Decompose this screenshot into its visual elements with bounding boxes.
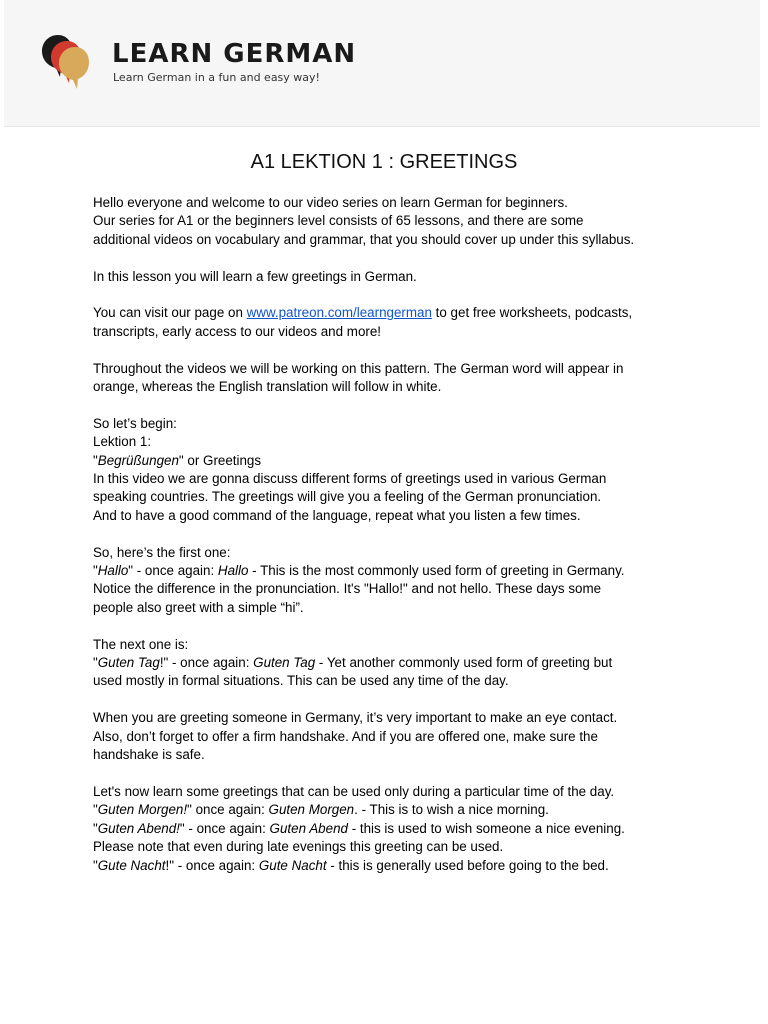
patreon-line-2: transcripts, early access to our videos and more! [93, 323, 382, 339]
document-body [93, 194, 683, 893]
begin-line-2: Lektion 1: [93, 434, 152, 450]
german-flag-speech-bubbles-icon [42, 33, 92, 91]
begin-paragraph [93, 415, 683, 525]
german-word-repeat: Gute Nacht [258, 857, 327, 873]
eye-contact-line-3: handshake is safe. [93, 747, 205, 763]
begin-line-5: speaking countries. The greetings will give you a feeling of the German pronunciation. [93, 489, 602, 505]
guten-tag-line-3: used mostly in formal situations. This can be used any time of the day. [93, 673, 509, 689]
quote-mark: " [93, 452, 98, 468]
explanation-text: - This is the most commonly used form of greeting in Germany. [248, 563, 625, 579]
explanation-text: . - This is to wish a nice morning. [354, 802, 549, 818]
german-word-repeat: Hallo [217, 563, 249, 579]
quote-mark: " [93, 655, 98, 671]
german-word-repeat: Guten Morgen [268, 802, 355, 818]
explanation-text: - Yet another commonly used form of greeting but [315, 655, 613, 671]
hallo-line-4: people also greet with a simple “hi”. [93, 599, 304, 615]
once-again-text: " - once again: [128, 563, 218, 579]
lesson-intro-line: In this lesson you will learn a few greetings in German. [93, 268, 417, 284]
guten-tag-line-1: The next one is: [93, 636, 189, 652]
guten-morgen-line [93, 801, 683, 819]
hallo-paragraph [93, 544, 683, 618]
patreon-text-after: to get free worksheets, podcasts, [431, 305, 633, 321]
patreon-link[interactable]: www.patreon.com/learngerman [246, 305, 432, 321]
german-word-repeat: Guten Tag [253, 655, 316, 671]
quote-mark: " [93, 820, 98, 836]
begin-line-1: So let’s begin: [93, 415, 177, 431]
hallo-line-2 [93, 562, 683, 580]
pattern-line-2: orange, whereas the English translation will follow in white. [93, 379, 442, 395]
guten-abend-note-line: Please note that even during late evenings this greeting can be used. [93, 839, 504, 855]
once-again-text: " once again: [187, 802, 269, 818]
brand-tagline: Learn German in a fun and easy way! [113, 71, 320, 84]
eye-contact-paragraph [93, 709, 683, 764]
guten-tag-line-2 [93, 654, 683, 672]
german-word: Hallo [97, 563, 129, 579]
german-word: Guten Abend! [97, 820, 180, 836]
gute-nacht-line [93, 857, 683, 875]
guten-tag-paragraph [93, 636, 683, 691]
eye-contact-line-2: Also, don’t forget to offer a firm handshake. And if you are offered one, make sure the [93, 728, 598, 744]
begin-line-6: And to have a good command of the language, repeat what you listen a few times. [93, 507, 581, 523]
explanation-text: - this is generally used before going to the bed. [326, 857, 609, 873]
german-word-repeat: Guten Abend [269, 820, 348, 836]
translation-text: " or Greetings [178, 452, 262, 468]
quote-mark: " [93, 802, 98, 818]
time-of-day-line-1: Let's now learn some greetings that can be used only during a particular time of the day. [93, 783, 615, 799]
intro-line-1: Hello everyone and welcome to our video series on learn German for beginners. [93, 195, 568, 210]
lesson-intro-paragraph [93, 268, 683, 286]
patreon-text-before: You can visit our page on [93, 305, 247, 321]
eye-contact-line-1: When you are greeting someone in Germany, it’s very important to make an eye contact. [93, 710, 618, 726]
intro-line-3: additional videos on vocabulary and grammar, that you should cover up under this syllabus. [93, 231, 635, 247]
time-of-day-paragraph [93, 783, 683, 875]
german-word: Gute Nacht [97, 857, 166, 873]
page-header [4, 0, 760, 127]
once-again-text: !" - once again: [159, 655, 254, 671]
german-word: Guten Tag [97, 655, 160, 671]
begin-line-3 [93, 452, 683, 470]
intro-paragraph [93, 194, 683, 249]
german-word: Begrüßungen [97, 452, 179, 468]
patreon-line-1 [93, 304, 683, 322]
begin-line-4: In this video we are gonna discuss different forms of greetings used in various German [93, 471, 607, 487]
pattern-paragraph [93, 360, 683, 397]
brand-name: LEARN GERMAN [112, 39, 357, 69]
pattern-line-1: Throughout the videos we will be working on this pattern. The German word will appear in [93, 360, 624, 376]
hallo-line-1: So, here’s the first one: [93, 544, 231, 560]
intro-line-2: Our series for A1 or the beginners level consists of 65 lessons, and there are some [93, 213, 584, 229]
quote-mark: " [93, 563, 98, 579]
once-again-text: " - once again: [179, 820, 270, 836]
german-word: Guten Morgen! [97, 802, 188, 818]
patreon-paragraph [93, 304, 683, 341]
explanation-text: - this is used to wish someone a nice evening. [347, 820, 625, 836]
hallo-line-3: Notice the difference in the pronunciation. It's "Hallo!" and not hello. These days some [93, 581, 602, 597]
guten-abend-line [93, 820, 683, 838]
once-again-text: !" - once again: [165, 857, 259, 873]
page-title: A1 LEKTION 1 : GREETINGS [250, 151, 518, 173]
quote-mark: " [93, 857, 98, 873]
